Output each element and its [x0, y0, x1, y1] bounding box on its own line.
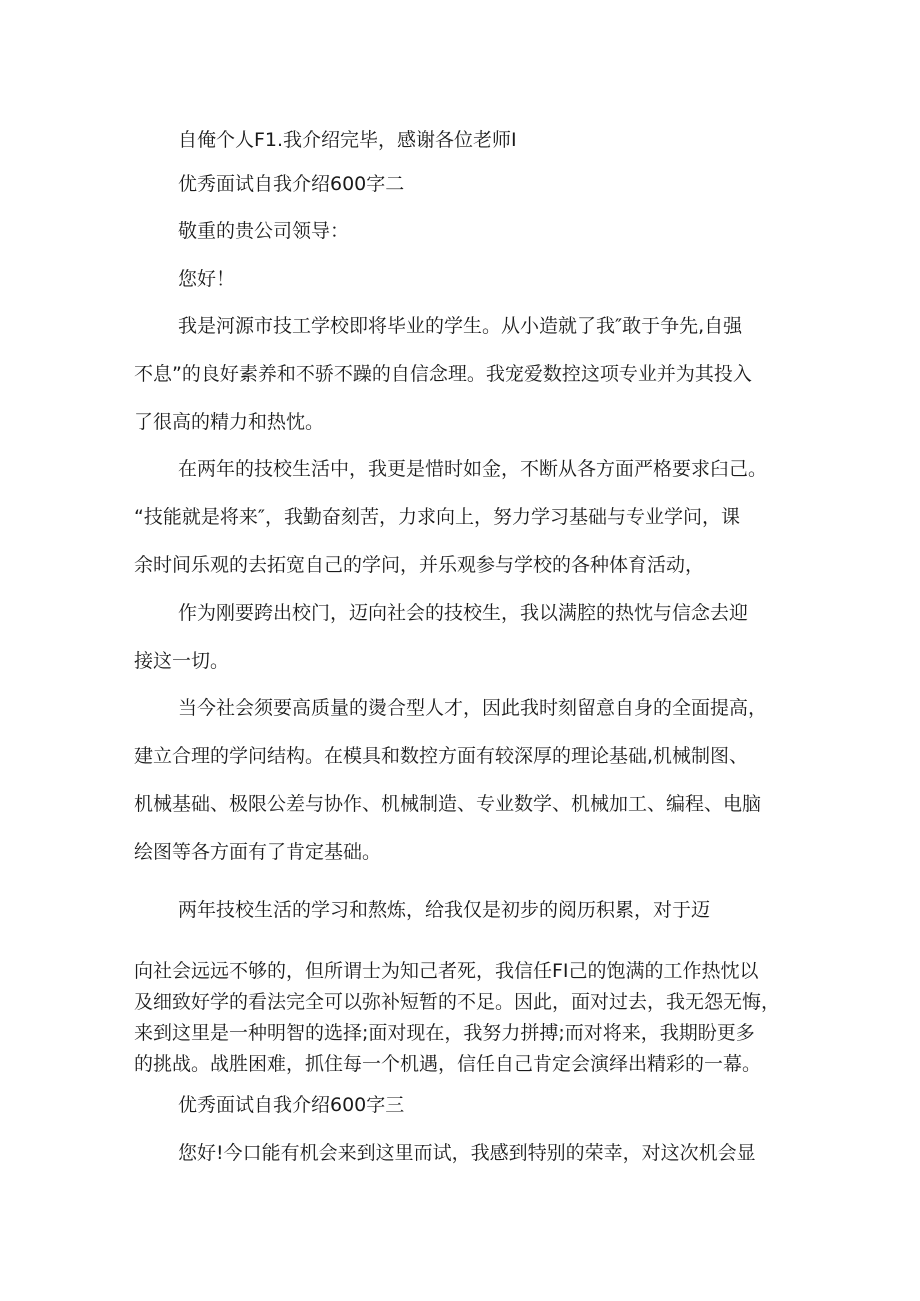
paragraph-line: 作为刚要跨出校门，迈向社会的技校生，我以满腔的热忱与信念去迎 [178, 602, 749, 624]
greeting: 您好！ [178, 268, 236, 290]
paragraph-line: 向社会远远不够的，但所谓士为知己者死，我信任FI己的饱满的工作热忱以 [134, 960, 759, 982]
paragraph-line: 了很高的精力和热忱。 [134, 411, 325, 433]
paragraph-line: 我是河源市技工学校即将毕业的学生。从小造就了我″敢于争先,自强 [178, 315, 743, 337]
paragraph-line: 余时间乐观的去拓宽自己的学问，并乐观参与学校的各种体育活动， [134, 554, 705, 576]
paragraph-line: 接这一切。 [134, 650, 230, 672]
closing-line: 自俺个人F1.我介绍完毕，感谢各位老师I [178, 129, 517, 151]
paragraph-line: 绘图等各方面有了肯定基础。 [134, 841, 382, 863]
paragraph-line: 两年技校生活的学习和熬炼，给我仅是初步的阅历积累，对于迈 [178, 899, 711, 921]
paragraph-line: 及细致好学的看法完全可以弥补短暂的不足。因此，面对过去，我无怨无悔， [134, 991, 781, 1013]
paragraph-line: “技能就是将来″，我勤奋刻苦，力求向上，努力学习基础与专业学问，课 [134, 506, 740, 528]
paragraph-line: 的挑战。战胜困难，抓住每一个机遇，信任自己肯定会演绎出精彩的一幕。 [134, 1053, 762, 1075]
paragraph-line: 在两年的技校生活中，我更是惜时如金，不断从各方面严格要求臼己。 [178, 458, 768, 480]
paragraph-line: 机械基础、极限公差与协作、机械制造、专业数学、机械加工、编程、电脑 [134, 793, 762, 815]
section-heading-2: 优秀面试自我介绍600字二 [178, 173, 405, 195]
salutation: 敬重的贵公司领导： [178, 220, 350, 242]
paragraph-line: 不息”的良好素养和不骄不躁的自信念理。我宠爱数控这项专业并为其投入 [134, 363, 752, 385]
paragraph-line: 当今社会须要高质量的燙合型人才，因此我时刻留意自身的全面提高， [178, 697, 768, 719]
paragraph-line: 您好!今口能有机会来到这里而试，我感到特别的荣幸，对这次机会显 [178, 1142, 756, 1164]
paragraph-line: 建立合理的学问结构。在模具和数控方面有较深厚的理论基础,机械制图、 [134, 745, 749, 767]
section-heading-3: 优秀面试自我介绍600字三 [178, 1094, 405, 1116]
paragraph-line: 来到这里是一种明智的选择;面对现在，我努力拼搏;而对将来，我期盼更多 [134, 1022, 755, 1044]
